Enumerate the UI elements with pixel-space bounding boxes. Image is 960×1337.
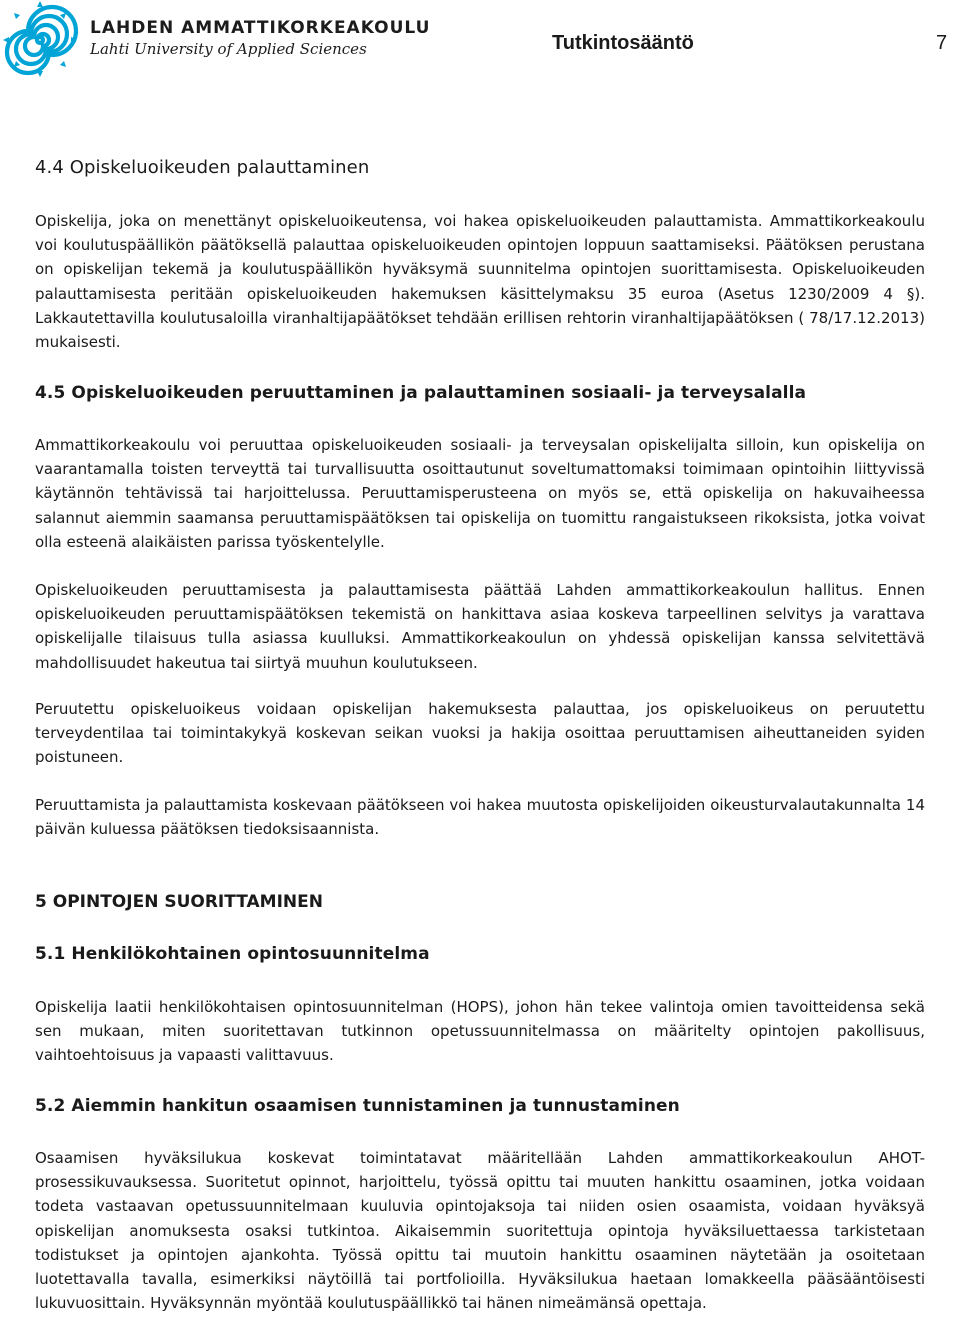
- institution-name-en: Lahti University of Applied Sciences: [90, 40, 367, 58]
- chapter-heading-5: 5 OPINTOJEN SUORITTAMINEN: [35, 892, 323, 912]
- section-4-5-paragraph-4: Peruuttamista ja palauttamista koskevaan päätökseen voi hakea muutosta opiskelijoiden oikeusturvalautakunnalta 14 päivän kuluessa päätöksen tiedoksisaannista.: [35, 796, 925, 839]
- section-heading-4-4: 4.4 Opiskeluoikeuden palauttaminen: [35, 157, 370, 178]
- lamk-spiral-logo-icon: [2, 0, 78, 78]
- institution-name-fi: LAHDEN AMMATTIKORKEAKOULU: [90, 18, 431, 38]
- section-5-1-paragraph-1: Opiskelija laatii henkilökohtaisen opintosuunnitelman (HOPS), johon hän tekee valintoja omien tavoitteidensa sekä sen mukaan, miten suoritettavan tutkinnon opetussuunnitelmassa on määritelty opintojen pakollisuus, vaihtoehtoisuus ja vapaasti valittavuus.: [35, 998, 925, 1065]
- document-title: Tutkintosääntö: [552, 32, 694, 54]
- section-heading-5-2: 5.2 Aiemmin hankitun osaamisen tunnistaminen ja tunnustaminen: [35, 1096, 680, 1116]
- section-heading-4-5: 4.5 Opiskeluoikeuden peruuttaminen ja palauttaminen sosiaali- ja terveysalalla: [35, 383, 807, 403]
- page-number: 7: [936, 32, 948, 54]
- section-4-5-paragraph-2: Opiskeluoikeuden peruuttamisesta ja palauttamisesta päättää Lahden ammattikorkeakoulun hallitus. Ennen opiskeluoikeuden peruuttamispäätöksen tekemistä on hankittava asiaa koskeva tarpeellinen selvitys ja varattava opiskelijalle tilaisuus tulla asiassa kuulluksi. Ammattikorkeakoulun on yhdessä opiskelijan kanssa selvitettävä mahdollisuudet hakeutua tai siirtyä muuhun koulutukseen.: [35, 581, 925, 672]
- institution-logo-text: [90, 18, 430, 60]
- section-4-5-paragraph-1: Ammattikorkeakoulu voi peruuttaa opiskeluoikeuden sosiaali- ja terveysalan opiskelijalta silloin, kun opiskelija on vaarantamalla toisten terveyttä tai turvallisuutta osoittautunut soveltumattomaksi toimimaan opintoihin liittyvissä käytännön tehtävissä tai harjoittelussa. Peruuttamisperusteena on myös se, että opiskelija on hakuvaiheessa salannut aiemmin saamansa peruuttamispäätöksen tai opiskelija on tuomittu rangaistukseen rikoksista, jotka voivat olla esteenä alaikäisten parissa työskentelylle.: [35, 436, 925, 551]
- section-4-4-paragraph-1: Opiskelija, joka on menettänyt opiskeluoikeutensa, voi hakea opiskeluoikeuden palauttamista. Ammattikorkeakoulu voi koulutuspäällikön päätöksellä palauttaa opiskeluoikeuden opintojen loppuun saattamiseksi. Päätöksen perustana on opiskelijan tekemä ja koulutuspäällikön hyväksymä suunnitelma opintojen suorittamisesta. Opiskeluoikeuden palauttamisesta peritään opiskeluoikeuden hakemuksen käsittelymaksu 35 euroa (Asetus 1230/2009 4 §). Lakkautettavilla koulutusaloilla viranhaltijapäätökset tehdään erillisen rehtorin viranhaltijapäätöksen ( 78/17.12.2013) mukaisesti.: [35, 212, 925, 352]
- page-header: [0, 0, 960, 80]
- section-4-5-paragraph-3: Peruutettu opiskeluoikeus voidaan opiskelijan hakemuksesta palauttaa, jos opiskeluoikeus on peruutettu terveydentilaa tai toimintakykyä koskevan seikan vuoksi ja hakija osoittaa peruuttamisen aiheuttaneiden syiden poistuneen.: [35, 700, 925, 767]
- section-heading-5-1: 5.1 Henkilökohtainen opintosuunnitelma: [35, 944, 430, 964]
- section-5-2-paragraph-1: Osaamisen hyväksilukua koskevat toimintatavat määritellään Lahden ammattikorkeakoulun AHOT-prosessikuvauksessa. Suoritetut opinnot, harjoittelu, työssä opittu tai muuten hankittu osaaminen, jotka voidaan todeta vastaavan opetussuunnitelmaan kuuluvia opintojaksoja tai niiden osien osaamista, voidaan hyväksyä opiskelijan anomuksesta osaksi tutkintoa. Aikaisemmin suoritettuja opintoja hyväksiluettaessa tarkistetaan todistukset ja opintojen ajankohta. Työssä opittu tai muutoin hankittu osaaminen näytetään ja osoitetaan luotettavalla tavalla, esimerkiksi näytöillä tai portfolioilla. Hyväksilukua haetaan lomakkeella pääsääntöisesti lukuvuosittain. Hyväksynnän myöntää koulutuspäällikkö tai hänen nimeämänsä opettaja.: [35, 1149, 925, 1313]
